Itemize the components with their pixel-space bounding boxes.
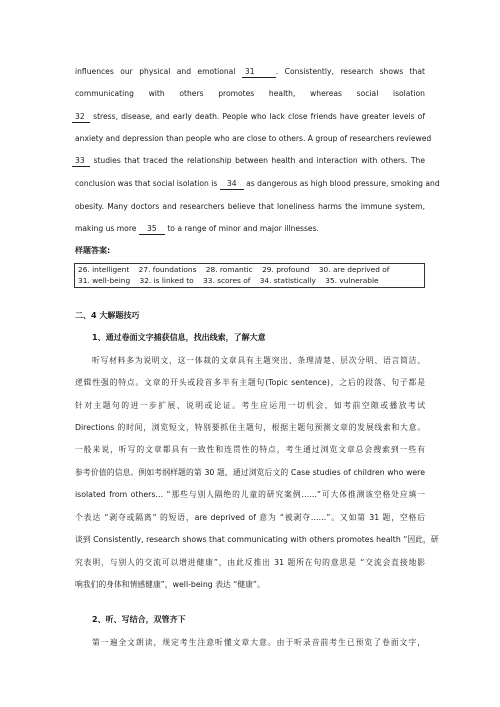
answers-box xyxy=(74,263,425,288)
answer-27: 27. foundations xyxy=(138,265,197,274)
passage-line-4: anxiety and depression than people who are close to others. A group of researchers reviewed xyxy=(75,134,432,143)
answers-row-2 xyxy=(78,276,386,286)
passage-line-8 xyxy=(75,223,425,235)
passage-text: studies that traced the relationship between health and interaction with others. The xyxy=(93,156,425,165)
answer-29: 29. profound xyxy=(262,265,310,274)
answer-30: 30. are deprived of xyxy=(318,265,390,274)
paragraph-1-line-6: 参考价值的信息。例如考纲样题的第 30 题，通过浏览后文的 Case studies of children who were xyxy=(75,468,425,477)
passage-line-5 xyxy=(75,155,425,167)
blank-32: 32 xyxy=(72,111,90,123)
paragraph-1-line-9: 谈到 Consistently, research shows that communicating with others promotes health “因此，研 xyxy=(75,535,439,544)
passage-text: to a range of minor and major illnesses. xyxy=(167,224,319,233)
passage-text: stress, disease, and early death. People who lack close friends have greater levels of xyxy=(93,112,425,121)
tip-2-heading: 2、听、写结合，双管齐下 xyxy=(92,615,186,624)
section-heading: 二、4 大解题技巧 xyxy=(75,311,140,320)
passage-text: as dangerous as high blood pressure, smoking and xyxy=(246,179,440,188)
passage-line-1 xyxy=(75,66,425,78)
blank-35: 35 xyxy=(139,223,165,235)
answer-28: 28. romantic xyxy=(205,265,253,274)
paragraph-1-line-3: 针对主题句的进一步扩展、说明或论证。考生应运用一切机会，如考前空隙或播放考试 xyxy=(75,401,425,410)
paragraph-1-line-1: 听写材料多为说明文，这一体裁的文章具有主题突出、条理清楚、层次分明、语言简洁、 xyxy=(92,356,425,365)
paragraph-2-line-1: 第一遍全文朗读，规定考生注意听懂文章大意。由于听录音前考生已预览了卷面文字， xyxy=(92,638,425,647)
passage-text: making us more xyxy=(75,224,137,233)
paragraph-1-line-10: 究表明，与别人的交流可以增进健康”，由此反推出 31 题所在句的意思是 “交流会直接地影 xyxy=(75,558,425,567)
answer-35: 35. vulnerable xyxy=(325,276,379,285)
paragraph-1-line-8: 个表达 “剥夺或隔离” 的短语，are deprived of 意为 “被剥夺……”。又如第 31 题，空格后 xyxy=(75,513,425,522)
paragraph-1-line-2: 逻辑性强的特点。文章的开头或段首多半有主题句(Topic sentence)，之后的段落、句子都是 xyxy=(75,378,425,387)
answer-31: 31. well-being xyxy=(78,276,131,285)
paragraph-1-line-11: 响我们的身体和情感健康”，well-being 表达 “健康”。 xyxy=(75,580,265,589)
blank-31: 31 xyxy=(242,66,276,78)
answer-26: 26. intelligent xyxy=(78,265,130,274)
answer-34: 34. statistically xyxy=(259,276,316,285)
passage-line-6 xyxy=(75,178,440,190)
answers-title: 样题答案: xyxy=(75,246,111,255)
tip-1-heading: 1、通过卷面文字捕获信息，找出线索，了解大意 xyxy=(92,333,266,342)
passage-line-3 xyxy=(75,111,425,123)
paragraph-1-line-4: Directions 的时间，浏览短文，特别要抓住主题句，根据主题句预测文章的发展线索和大意。 xyxy=(75,423,425,432)
passage-text: . Consistently, research shows that xyxy=(275,67,425,76)
blank-33: 33 xyxy=(72,155,90,167)
paragraph-1-line-7: isolated from others… “那些与别人隔绝的儿童的研究案例……”可大体推测该空格处应填一 xyxy=(75,490,425,499)
passage-line-2: communicating with others promotes health, whereas social isolation xyxy=(75,89,425,98)
paragraph-1-line-5: 一般来说，听写的文章都具有一致性和连贯性的特点，考生通过浏览文章总会搜索到一些有 xyxy=(75,445,425,454)
passage-text: conclusion was that social isolation is xyxy=(75,179,218,188)
answer-33: 33. scores of xyxy=(203,276,251,285)
blank-34: 34 xyxy=(220,178,244,190)
answer-32: 32. is linked to xyxy=(139,276,194,285)
passage-text: influences our physical and emotional xyxy=(75,67,236,76)
answers-row-1 xyxy=(78,265,396,275)
passage-line-7: obesity. Many doctors and researchers believe that loneliness harms the immune system, xyxy=(75,202,425,211)
